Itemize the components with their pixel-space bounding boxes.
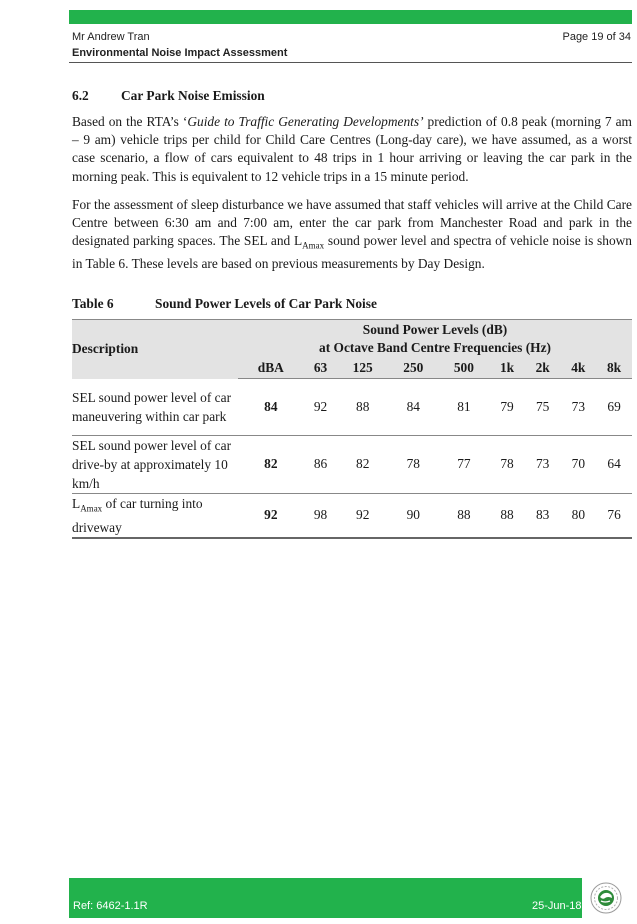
cell-dba: 82 xyxy=(238,435,304,493)
header-divider xyxy=(69,62,632,63)
column-header: 250 xyxy=(388,358,439,379)
footer-green-bar xyxy=(69,878,582,918)
cell-value: 73 xyxy=(525,435,561,493)
paragraph-rta-trips xyxy=(72,113,632,186)
column-header: 2k xyxy=(525,358,561,379)
section-title: Car Park Noise Emission xyxy=(121,88,265,103)
table-row xyxy=(72,493,632,538)
cell-value: 98 xyxy=(304,493,338,538)
group-header-line2: at Octave Band Centre Frequencies (Hz) xyxy=(319,340,551,355)
cell-value: 69 xyxy=(596,379,632,436)
cell-value: 77 xyxy=(439,435,490,493)
table-row xyxy=(72,379,632,436)
cell-value: 88 xyxy=(439,493,490,538)
company-logo-icon xyxy=(590,882,622,914)
cell-value: 70 xyxy=(561,435,597,493)
cell-value: 82 xyxy=(337,435,388,493)
table-row xyxy=(72,435,632,493)
column-header: 500 xyxy=(439,358,490,379)
cell-dba: 92 xyxy=(238,493,304,538)
cell-value: 79 xyxy=(489,379,525,436)
header-green-bar xyxy=(69,10,632,24)
cell-value: 78 xyxy=(388,435,439,493)
cell-value: 80 xyxy=(561,493,597,538)
row-description: $L_{Amax}$ of car turning into driveway xyxy=(72,493,238,538)
column-header: 8k xyxy=(596,358,632,379)
header-author: Mr Andrew Tran xyxy=(72,31,150,43)
cell-value: 92 xyxy=(337,493,388,538)
cell-value: 75 xyxy=(525,379,561,436)
cell-value: 84 xyxy=(388,379,439,436)
column-header: 1k xyxy=(489,358,525,379)
cell-value: 88 xyxy=(489,493,525,538)
description-header: Description xyxy=(72,320,238,379)
row-description: SEL sound power level of car drive-by at approximately 10 km/h xyxy=(72,435,238,493)
section-number: 6.2 xyxy=(72,88,89,103)
table-label: Table 6 xyxy=(72,296,114,311)
paragraph1-italic-title: Guide to Traffic Generating Developments’ xyxy=(187,114,424,129)
paragraph1-text-end: prediction of 0.8 peak (morning 7 am – 9 am) vehicle trips per child for Child Care Centres (Long-day care), we have assumed, as a worst case scenario, a flow of cars equivalent to 48 trips in 1 hour arriving or leaving the car park in the morning peak. This is equivalent to 12 vehicle trips in a 15 minute period. xyxy=(72,114,632,184)
section-heading xyxy=(72,88,265,104)
column-header: 4k xyxy=(561,358,597,379)
group-header xyxy=(238,320,632,359)
footer-date: 25-Jun-18 xyxy=(532,900,582,912)
footer-reference: Ref: 6462-1.1R xyxy=(73,900,148,912)
cell-value: 92 xyxy=(304,379,338,436)
table-caption-text: Sound Power Levels of Car Park Noise xyxy=(155,296,377,311)
column-header: 125 xyxy=(337,358,388,379)
paragraph1-text-start: Based on the RTA’s ‘ xyxy=(72,114,188,129)
column-header: dBA xyxy=(238,358,304,379)
cell-value: 81 xyxy=(439,379,490,436)
table-caption xyxy=(72,296,377,312)
cell-dba: 84 xyxy=(238,379,304,436)
cell-value: 86 xyxy=(304,435,338,493)
group-header-line1: Sound Power Levels (dB) xyxy=(362,322,508,337)
paragraph2-text-end: sound power level and spectra of vehicle noise is shown in Table 6. These levels are based on previous measurements by Day Design. xyxy=(72,233,633,272)
sound-power-table xyxy=(72,319,632,539)
cell-value: 90 xyxy=(388,493,439,538)
cell-value: 76 xyxy=(596,493,632,538)
paragraph2-subscript: Amax xyxy=(302,241,325,252)
column-header: 63 xyxy=(304,358,338,379)
cell-value: 83 xyxy=(525,493,561,538)
cell-value: 78 xyxy=(489,435,525,493)
paragraph2-text-start: For the assessment of sleep disturbance we have assumed that staff vehicles will arrive at the Child Care Centre between 6:30 am and 7:00 am, enter the car park from Manchester Road and park in the designated parking spaces. The SEL and L xyxy=(72,197,632,249)
cell-value: 73 xyxy=(561,379,597,436)
row-description: SEL sound power level of car maneuvering within car park xyxy=(72,379,238,436)
header-page-number: Page 19 of 34 xyxy=(562,31,631,43)
cell-value: 64 xyxy=(596,435,632,493)
cell-value: 88 xyxy=(337,379,388,436)
header-document-title: Environmental Noise Impact Assessment xyxy=(72,47,288,59)
paragraph-sleep-disturbance xyxy=(72,196,632,273)
